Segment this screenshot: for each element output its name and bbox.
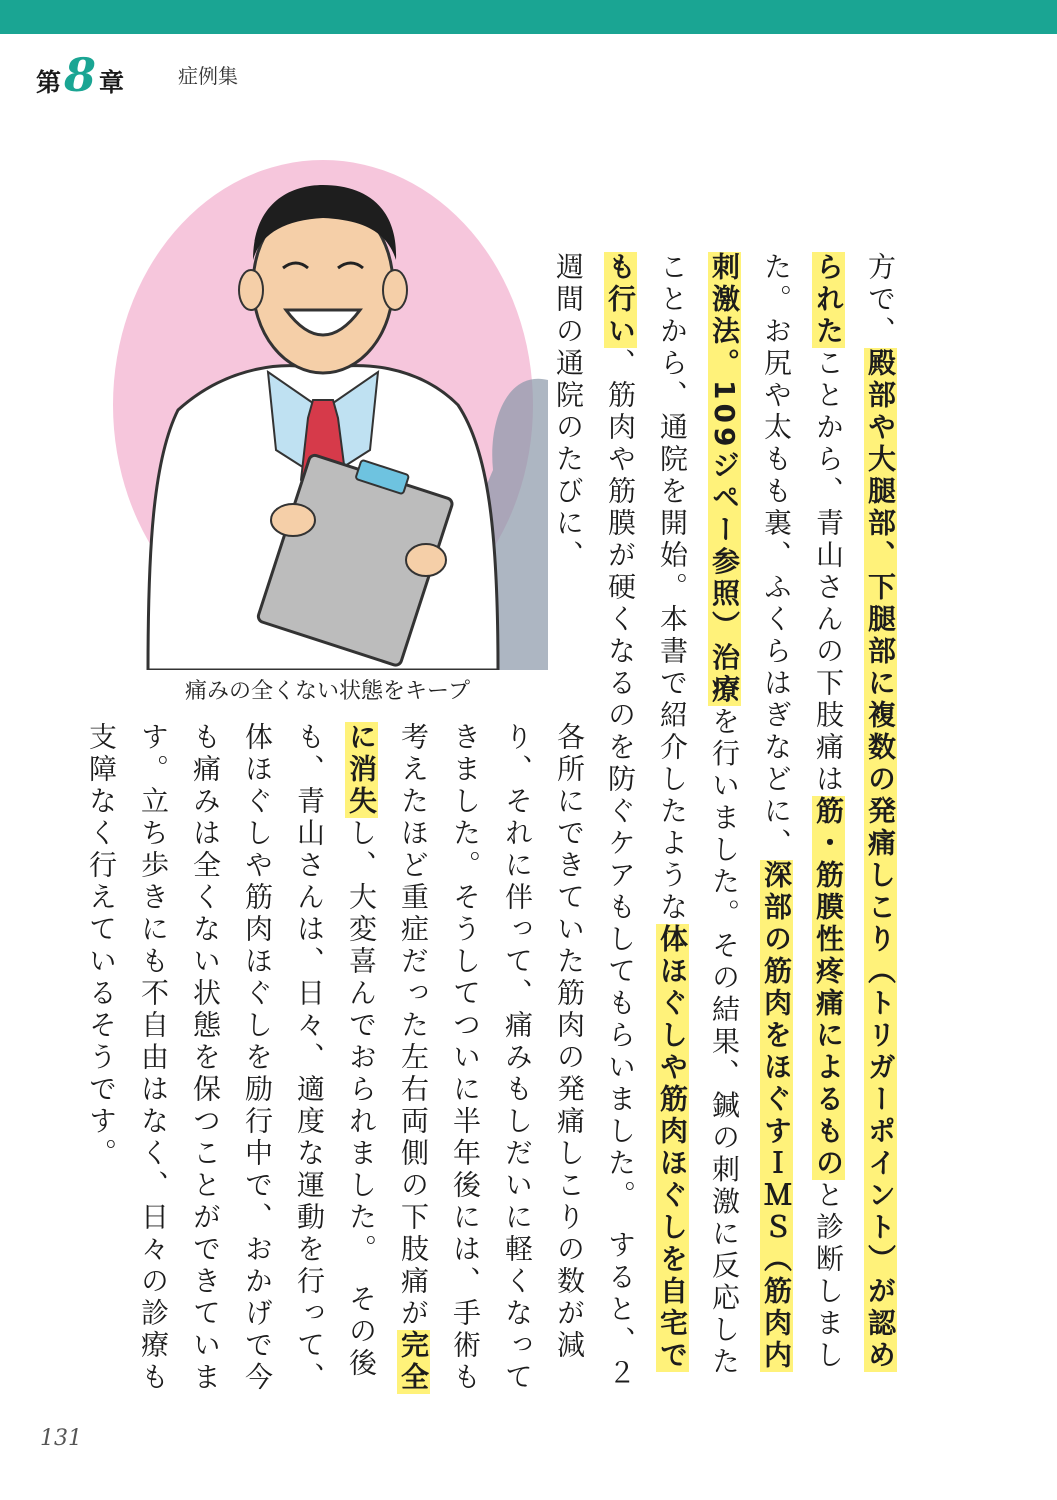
chapter-number: 8 (64, 48, 97, 102)
text-segment: と診断しました。お尻や太もも裏、ふくらはぎなどに、 (760, 252, 845, 1372)
doctor-illustration (108, 150, 548, 670)
illustration-caption: 痛みの全くない状態をキープ (185, 679, 470, 704)
text-segment: ことから、青山さんの下肢痛は (812, 348, 845, 796)
text-segment: 、筋肉や筋膜が硬くなるのを防ぐケアもしてもらいました。 (604, 348, 637, 1198)
text-segment: 方で、 (864, 252, 897, 348)
highlighted-text: 筋・筋膜性疼痛によるもの (812, 796, 845, 1180)
top-accent-bar (0, 0, 1057, 34)
chapter-heading (36, 48, 125, 102)
highlighted-text: 体ほぐしや筋肉ほぐしを自宅でも行い (604, 252, 689, 1372)
text-segment: その後も、青山さんは、日々、適度な運動を行って、体ほぐしや筋肉ほぐしを励行中で、おかげで今も痛みは全くない状態を保つことができています。立ち歩きにも不自由はなく、日々の診療も支障なく行えているそうです。 (85, 722, 378, 1394)
highlighted-text: 殿部や大腿部、下腿部に複数の発痛しこり（トリガーポイント）が認められた (812, 252, 897, 1372)
text-segment: すると、２週間の通院のたびに、 (552, 252, 637, 1390)
page-number: 131 (40, 1426, 82, 1451)
section-title: 症例集 (178, 64, 238, 88)
text-segment: し、大変喜んでおられました。 (345, 818, 378, 1252)
chapter-prefix: 第 (36, 68, 62, 97)
highlighted-text: 完全に消失 (345, 722, 430, 1394)
text-segment: を行いました。その結果、鍼の刺激に反応したことから、通院を開始。本書で紹介したような (656, 252, 741, 1379)
text-segment: 各所にできていた筋肉の発痛しこりの数が減り、それに伴って、痛みもしだいに軽くなってきました。そうしてついに半年後には、手術も考えたほど重症だった左右両側の下肢痛が (397, 722, 586, 1394)
body-text-top (552, 252, 906, 1402)
highlighted-text: 深部の筋肉をほぐすＩＭＳ（筋肉内刺激法。109ジペー参照）治療 (708, 252, 793, 1372)
body-text-bottom (85, 722, 595, 1422)
chapter-suffix: 章 (99, 68, 125, 97)
